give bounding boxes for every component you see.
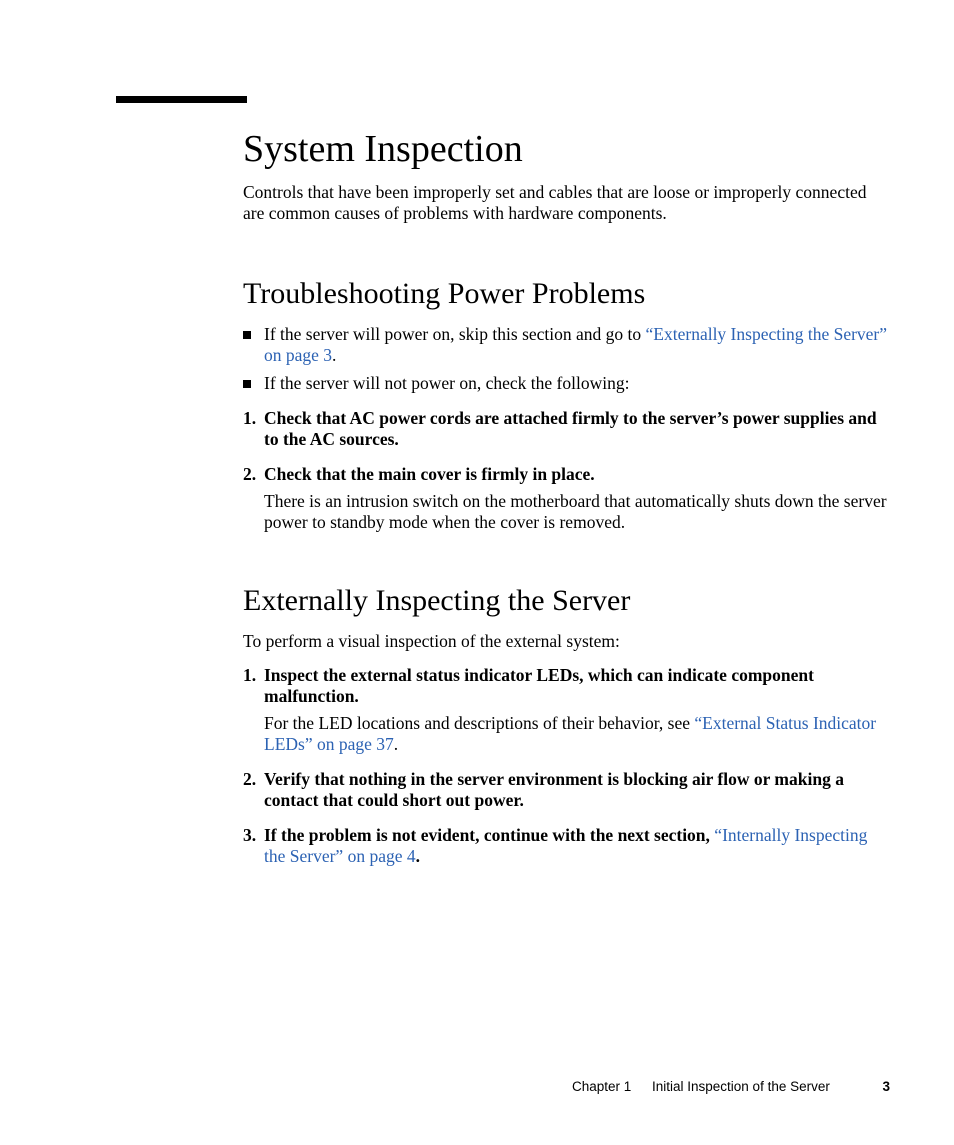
external-step-1-detail: For the LED locations and descriptions of their behavior, see “External Status Indicator LEDs” on page 37. bbox=[264, 713, 877, 754]
power-bullet-1: If the server will power on, skip this section and go to “Externally Inspecting the Server” on page 3. bbox=[243, 324, 891, 366]
footer-chapter-title: Initial Inspection of the Server bbox=[652, 1079, 830, 1094]
power-step-1: 1. Check that AC power cords are attached firmly to the server’s power supplies and to the AC sources. bbox=[243, 408, 877, 449]
external-step-1: 1. Inspect the external status indicator LEDs, which can indicate component malfunction. For the LED locations and descriptions of their behavior, see “External Status Indicator LEDs” on page 37. bbox=[243, 665, 891, 755]
page-number: 3 bbox=[882, 1079, 890, 1094]
page-title: System Inspection bbox=[243, 128, 523, 170]
bullet-square-icon bbox=[243, 380, 251, 388]
power-step-2: 2. Check that the main cover is firmly in place. There is an intrusion switch on the motherboard that automatically shuts down the server power to standby mode when the cover is removed. bbox=[243, 464, 891, 533]
page-content bbox=[243, 126, 891, 881]
power-bullets bbox=[243, 324, 891, 394]
power-heading: Troubleshooting Power Problems bbox=[243, 277, 646, 310]
section-external bbox=[243, 583, 891, 867]
external-steps bbox=[243, 665, 891, 867]
external-step-2: 2. Verify that nothing in the server environment is blocking air flow or making a contact that could short out power. bbox=[243, 769, 844, 810]
footer-chapter: Chapter 1 bbox=[572, 1079, 632, 1094]
section-power bbox=[243, 276, 891, 533]
external-lead: To perform a visual inspection of the external system: bbox=[243, 631, 620, 651]
link-external-status-leds[interactable]: “External Status Indicator LEDs” on page 37 bbox=[264, 713, 877, 754]
link-internally-inspecting[interactable]: “Internally Inspecting the Server” on page 4 bbox=[264, 825, 868, 866]
external-heading: Externally Inspecting the Server bbox=[243, 584, 631, 617]
bullet-square-icon bbox=[243, 331, 251, 339]
power-step-2-detail: There is an intrusion switch on the motherboard that automatically shuts down the server power to standby mode when the cover is removed. bbox=[264, 491, 887, 532]
power-bullet-2: If the server will not power on, check the following: bbox=[243, 373, 891, 394]
link-externally-inspecting[interactable]: “Externally Inspecting the Server” on page 3 bbox=[264, 324, 888, 365]
power-steps bbox=[243, 408, 891, 533]
intro-paragraph: Controls that have been improperly set and cables that are loose or improperly connected are common causes of problems with hardware components. bbox=[243, 182, 867, 223]
external-step-3: 3. If the problem is not evident, continue with the next section, “Internally Inspecting the Server” on page 4. bbox=[243, 825, 868, 866]
chapter-rule bbox=[116, 96, 247, 103]
